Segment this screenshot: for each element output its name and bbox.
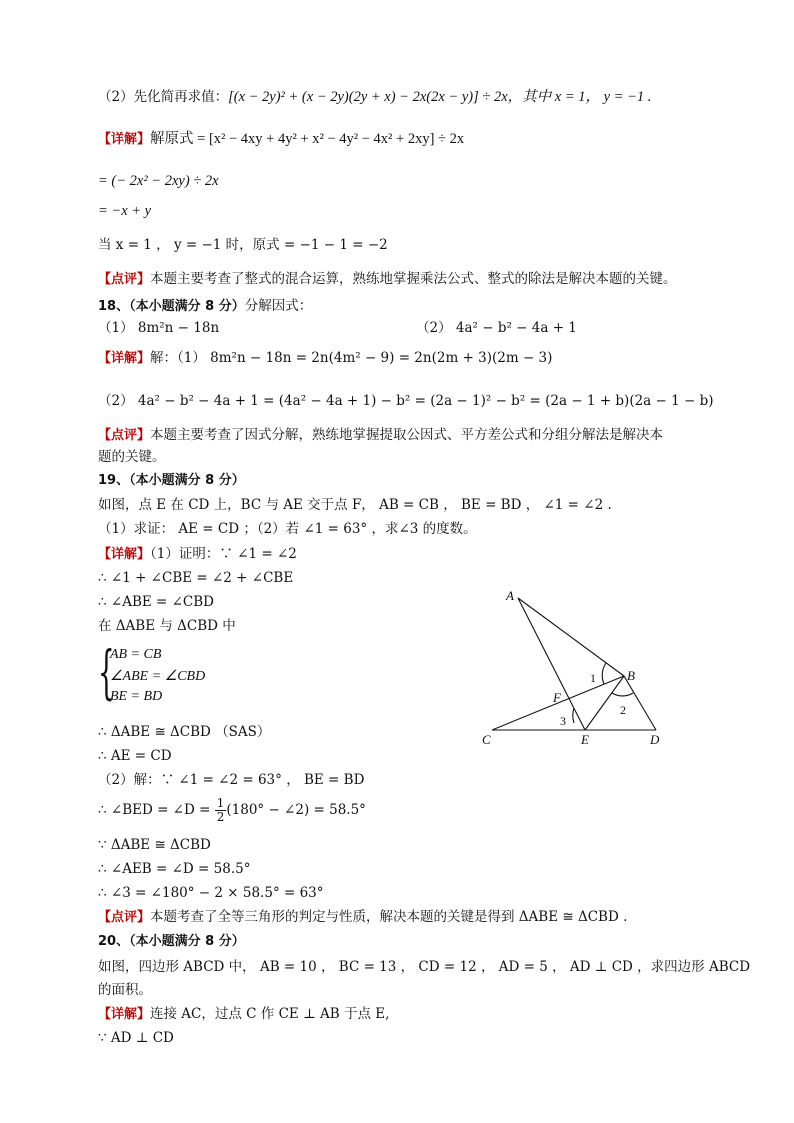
label-F: F xyxy=(553,690,561,705)
angle-2-arc xyxy=(612,693,633,696)
q17-question xyxy=(98,88,651,106)
fraction-numerator: 1 xyxy=(216,796,225,810)
angle-3-arc xyxy=(573,708,574,723)
brace-row-3: BE = BD xyxy=(110,689,163,704)
label-A: A xyxy=(506,588,514,603)
q19-step-4: 在 ΔABE 与 ΔCBD 中 xyxy=(98,618,236,634)
detail-tag: 【详解】 xyxy=(98,132,151,147)
label-B: B xyxy=(627,668,635,683)
q18-part-2: （2） 4a² − b² − 4a + 1 xyxy=(416,320,577,336)
label-angle-1: 1 xyxy=(590,671,596,685)
q19-step-11: ∴ ∠3 = ∠180° − 2 × 58.5° = 63° xyxy=(98,885,324,901)
q19-heading: 19、（本小题满分 8 分） xyxy=(98,473,245,488)
comment-tag: 【点评】 xyxy=(98,910,151,925)
q18-comment-text: 本题主要考查了因式分解，熟练地掌握提取公因式、平方差公式和分组分解法是解决本 xyxy=(150,427,664,443)
q19-step-7: （2）解：∵ ∠1 = ∠2 = 63° ， BE = BD xyxy=(98,772,365,788)
brace-row-1: AB = CB xyxy=(110,647,162,662)
q17-solution-3: = −x + y xyxy=(98,203,152,219)
q19-step-1 xyxy=(98,545,297,564)
q17-prefix: （2）先化简再求值： xyxy=(98,89,229,105)
q19-comment xyxy=(98,908,627,927)
q19-stem: 如图，点 E 在 CD 上，BC 与 AE 交于点 F， AB = CB ， BE = BD ， ∠1 = ∠2 . xyxy=(98,497,612,513)
q18-heading: 18、（本小题满分 8 分） xyxy=(98,299,245,314)
q19-step-9: ∵ ΔABE ≅ ΔCBD xyxy=(98,837,211,853)
q19-comment-text: 本题考查了全等三角形的判定与性质，解决本题的关键是得到 ΔABE ≅ ΔCBD . xyxy=(150,909,628,925)
q17-sol-1: 解原式 = [x² − 4xy + 4y² + x² − 4y² − 4x² + 2xy] ÷ 2x xyxy=(150,131,465,147)
label-angle-2: 2 xyxy=(620,703,626,717)
q18-heading-row xyxy=(98,297,312,316)
q19-step-8 xyxy=(98,796,366,824)
label-C: C xyxy=(482,732,491,747)
q18-part-1: （1） 8m²n − 18n xyxy=(98,320,220,336)
q19-step-3: ∴ ∠ABE = ∠CBD xyxy=(98,594,214,610)
segment-AE xyxy=(518,598,585,730)
q19-ask: （1）求证： AE = CD ；（2）若 ∠1 = 63° ，求∠3 的度数。 xyxy=(98,521,477,537)
q18-sol-1: 解：（1） 8m²n − 18n = 2n(4m² − 9) = 2n(2m + 3)(2m − 3) xyxy=(150,350,553,366)
q20-stem-1: 如图，四边形 ABCD 中， AB = 10 ， BC = 13 ， CD = 12 ， AD = 5 ， AD ⊥ CD ，求四边形 ABCD xyxy=(98,959,751,975)
left-brace: { xyxy=(98,638,115,706)
label-angle-3: 3 xyxy=(560,714,566,728)
q19-s8-post: (180° − ∠2) = 58.5° xyxy=(226,802,366,818)
q19-step-10: ∴ ∠AEB = ∠D = 58.5° xyxy=(98,861,251,877)
detail-tag: 【详解】 xyxy=(98,351,151,366)
label-E: E xyxy=(581,732,589,747)
q18-heading-tail: 分解因式： xyxy=(244,298,313,314)
q18-comment xyxy=(98,426,663,445)
q18-comment-cont: 题的关键。 xyxy=(98,449,166,465)
q19-step-5: ∴ ΔABE ≅ ΔCBD （SAS） xyxy=(98,724,271,740)
q19-brace-system xyxy=(98,638,258,707)
q19-geometry-figure xyxy=(470,580,670,755)
detail-tag: 【详解】 xyxy=(98,547,151,562)
q17-comment-text: 本题主要考查了整式的混合运算，熟练地掌握乘法公式、整式的除法是解决本题的关键。 xyxy=(150,271,677,287)
q20-solution-2: ∵ AD ⊥ CD xyxy=(98,1030,174,1046)
label-D: D xyxy=(650,732,660,747)
q19-s1: （1）证明：∵ ∠1 = ∠2 xyxy=(150,546,297,562)
q20-stem-2: 的面积。 xyxy=(98,982,152,998)
fraction-denominator: 2 xyxy=(216,810,225,824)
q19-s8-pre: ∴ ∠BED = ∠D = xyxy=(98,802,211,818)
comment-tag: 【点评】 xyxy=(98,428,151,443)
q18-solution-1 xyxy=(98,349,552,368)
q19-step-2: ∴ ∠1 + ∠CBE = ∠2 + ∠CBE xyxy=(98,570,294,586)
q17-solution-2: = (− 2x² − 2xy) ÷ 2x xyxy=(98,173,219,189)
segment-BD xyxy=(624,676,656,730)
angle-1-arc xyxy=(602,663,606,684)
brace-row-2: ∠ABE = ∠CBD xyxy=(110,669,206,684)
q20-solution-1 xyxy=(98,1005,389,1024)
q18-solution-2: （2） 4a² − b² − 4a + 1 = (4a² − 4a + 1) − b² = (2a − 1)² − b² = (2a − 1 + b)(2a − 1 − b) xyxy=(98,393,714,409)
detail-tag: 【详解】 xyxy=(98,1007,151,1022)
q20-heading: 20、（本小题满分 8 分） xyxy=(98,934,245,949)
q17-comment xyxy=(98,270,677,289)
q17-solution-4: 当 x = 1 ， y = −1 时，原式 = −1 − 1 = −2 xyxy=(98,237,388,253)
q17-solution-1 xyxy=(98,130,464,149)
comment-tag: 【点评】 xyxy=(98,272,151,287)
q17-expression: [(x − 2y)² + (x − 2y)(2y + x) − 2x(2x − y)] ÷ 2x，其中 x = 1， y = −1 . xyxy=(228,89,652,105)
fraction-half xyxy=(215,797,227,824)
q20-sol-1: 连接 AC，过点 C 作 CE ⊥ AB 于点 E, xyxy=(150,1006,390,1022)
q19-step-6: ∴ AE = CD xyxy=(98,748,172,764)
segment-AB xyxy=(518,598,624,676)
